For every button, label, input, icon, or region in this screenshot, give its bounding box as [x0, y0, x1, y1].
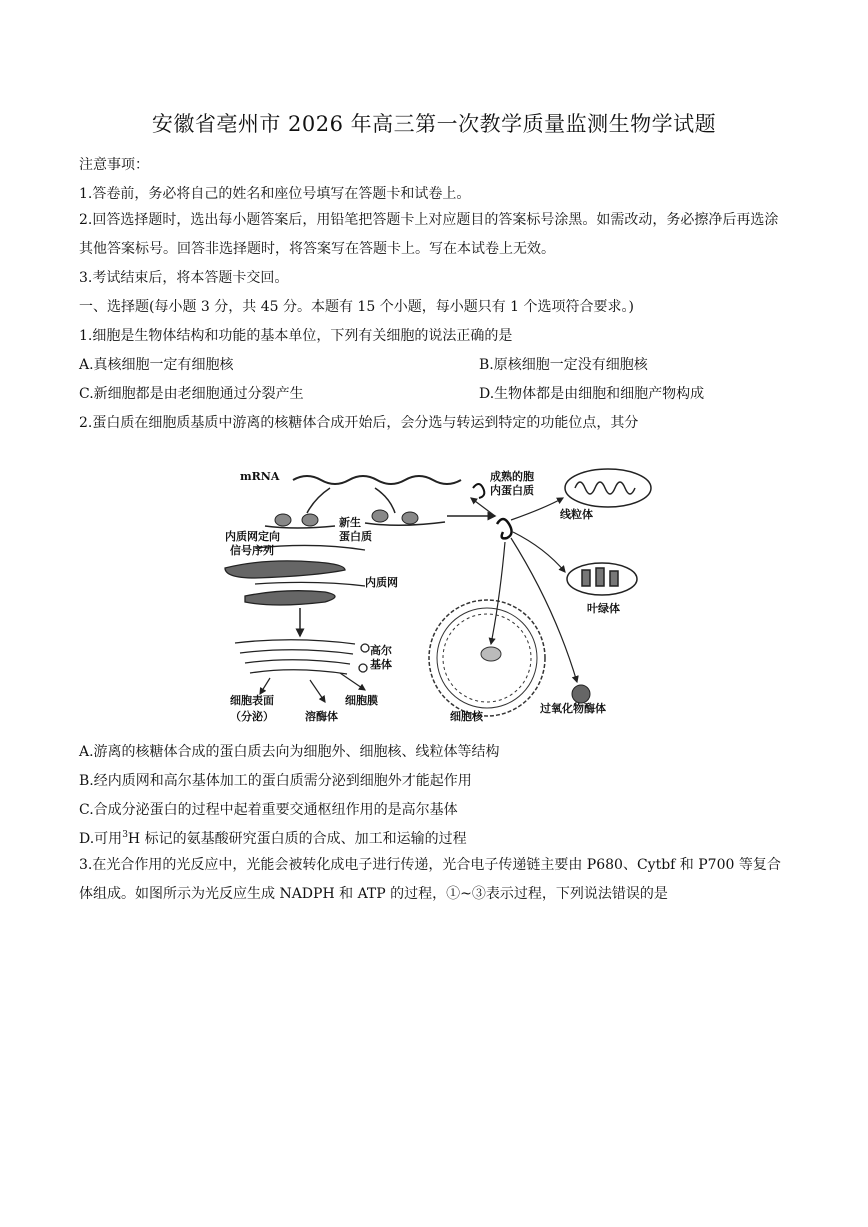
label-mrna: mRNA — [240, 470, 280, 483]
notice-item-2: 2.回答选择题时，选出每小题答案后，用铅笔把答题卡上对应题目的答案标号涂黑。如需改动，务必擦净后再选涂其他答案标号。回答非选择题时，将答案写在答题卡上。写在本试卷上无效。 — [79, 212, 779, 257]
label-golgi-2: 基体 — [370, 658, 392, 671]
q1-option-b: B.原核细胞一定没有细胞核 — [479, 357, 648, 373]
label-lyso: 溶酶体 — [305, 710, 338, 723]
ribosome-left — [265, 514, 335, 528]
label-new-2: 蛋白质 — [339, 530, 372, 543]
golgi-apparatus — [235, 640, 369, 674]
label-signal-1: 内质网定向 — [225, 530, 280, 543]
folded-protein — [497, 519, 512, 538]
label-new-1: 新生 — [339, 516, 361, 529]
q2-option-b: B.经内质网和高尔基体加工的蛋白质需分泌到细胞外才能起作用 — [79, 773, 472, 789]
label-mature-2: 内蛋白质 — [490, 484, 534, 497]
label-nucleus: 细胞核 — [450, 710, 483, 723]
section-heading: 一、选择题(每小题 3 分，共 45 分。本题有 15 个小题，每小题只有 1 个选项符合要求。) — [79, 299, 634, 315]
label-membrane: 细胞膜 — [345, 694, 378, 707]
mrna-strand — [293, 476, 461, 484]
q2-option-d-pre: D.可用 — [79, 831, 123, 847]
chloroplast — [567, 563, 637, 595]
notice-item-3: 3.考试结束后，将本答题卡交回。 — [79, 270, 289, 286]
q2-option-d — [79, 828, 467, 848]
q2-stem: 2.蛋白质在细胞质基质中游离的核糖体合成开始后，会分选与转运到特定的功能位点，其分 — [79, 415, 639, 431]
q2-option-c: C.合成分泌蛋白的过程中起着重要交通枢纽作用的是高尔基体 — [79, 802, 458, 818]
label-signal-2: 信号序列 — [230, 544, 274, 557]
q1-stem: 1.细胞是生物体结构和功能的基本单位，下列有关细胞的说法正确的是 — [79, 328, 513, 344]
label-chloro: 叶绿体 — [587, 602, 620, 615]
label-surface-1: 细胞表面 — [230, 694, 274, 707]
label-mito: 线粒体 — [560, 508, 593, 521]
label-er: 内质网 — [365, 576, 398, 589]
mitochondrion — [565, 469, 651, 507]
ribosome-right — [365, 510, 445, 525]
q3-stem: 3.在光合作用的光反应中，光能会被转化成电子进行传递，光合电子传递链主要由 P680、Cytbf 和 P700 等复合体组成。如图所示为光反应生成 NADPH 和 ATP 的过程，①~③表示过程，下列说法错误的是 — [79, 857, 781, 902]
label-surface-2: （分泌） — [230, 710, 274, 723]
label-golgi-1: 高尔 — [370, 644, 392, 657]
protein-sorting-figure — [215, 458, 657, 731]
q2-option-a: A.游离的核糖体合成的蛋白质去向为细胞外、细胞核、线粒体等结构 — [79, 744, 500, 760]
q1-option-d: D.生物体都是由细胞和细胞产物构成 — [479, 386, 705, 402]
label-perox: 过氧化物酶体 — [540, 702, 606, 715]
label-mature-1: 成熟的胞 — [490, 470, 534, 483]
q1-option-c: C.新细胞都是由老细胞通过分裂产生 — [79, 386, 304, 402]
peroxisome — [572, 685, 590, 703]
nucleus — [429, 600, 545, 716]
q2-option-d-sup: 3 — [122, 830, 128, 840]
q1-option-a: A.真核细胞一定有细胞核 — [79, 357, 234, 373]
notice-heading: 注意事项： — [79, 157, 149, 173]
q2-option-d-post: H 标记的氨基酸研究蛋白质的合成、加工和运输的过程 — [127, 831, 467, 847]
page-title: 安徽省亳州市 2026 年高三第一次教学质量监测生物学试题 — [151, 112, 717, 136]
notice-item-1: 1.答卷前，务必将自己的姓名和座位号填写在答题卡和试卷上。 — [79, 186, 471, 202]
